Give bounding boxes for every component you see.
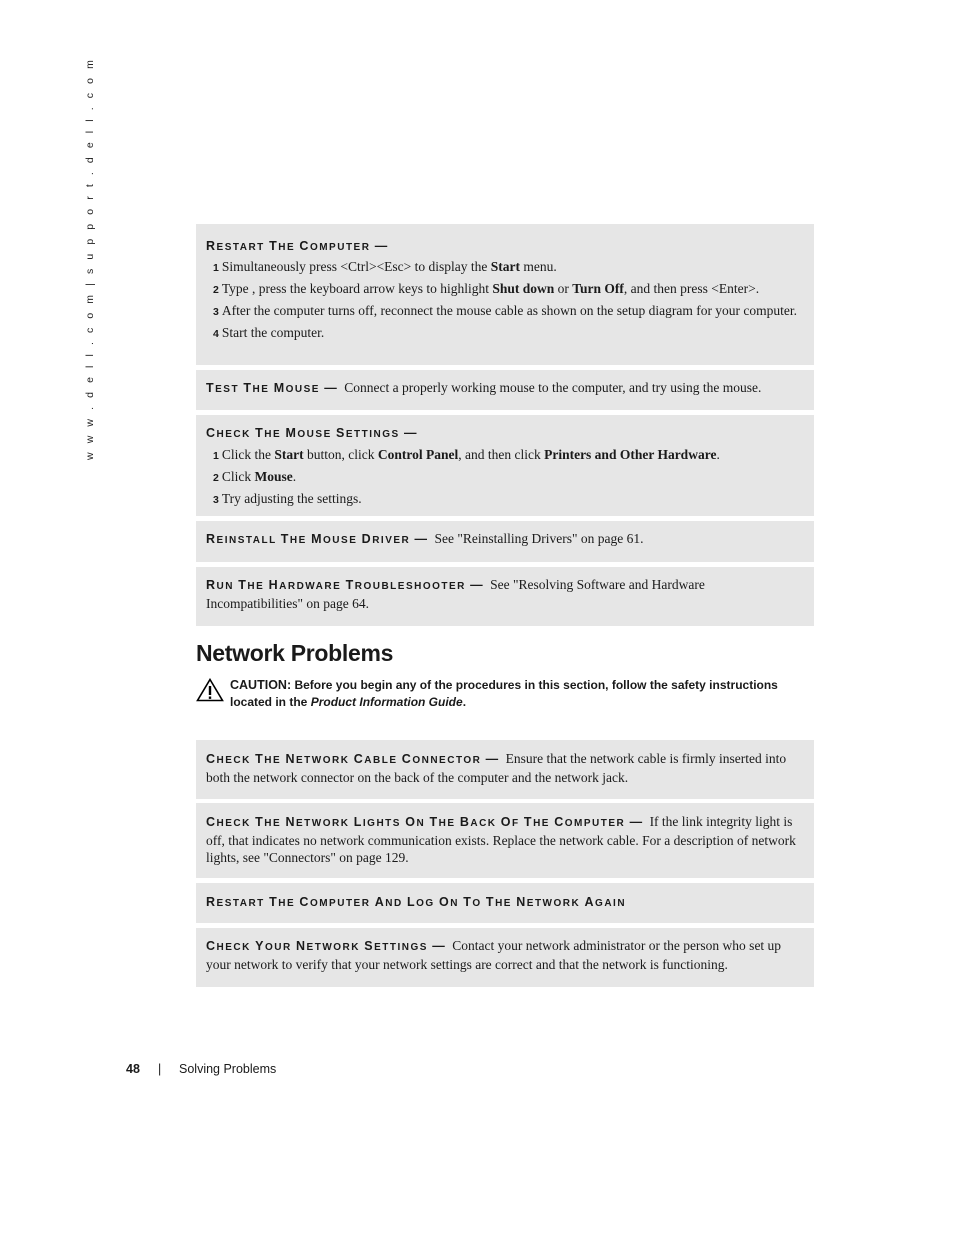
restart-computer-box bbox=[196, 224, 814, 365]
warning-icon bbox=[196, 678, 224, 702]
box-text: Contact your network administrator or the person who set up your network to verify that your network settings are correct and that the network is functioning. bbox=[206, 938, 782, 972]
box-text: If the link integrity light is off, that indicates no network communication exists. Replace the network cable. For a description of network lights, see "Connectors" on page 129. bbox=[206, 814, 796, 865]
caution-notice: CAUTION: Before you begin any of the procedures in this section, follow the safety instructions located in the Product Information Guide. bbox=[196, 677, 816, 711]
box-heading: RUN THE HARDWARE TROUBLESHOOTER — bbox=[206, 578, 485, 592]
network-cable-box bbox=[196, 740, 814, 799]
mouse-settings-box bbox=[196, 415, 814, 516]
box-heading: CHECK YOUR NETWORK SETTINGS — bbox=[206, 939, 447, 953]
page-number: 48 bbox=[126, 1062, 140, 1076]
restart-network-box bbox=[196, 883, 814, 923]
reinstall-driver-box bbox=[196, 521, 814, 562]
list-item: 3 Try adjusting the settings. bbox=[213, 491, 362, 506]
list-item: 3 After the computer turns off, reconnect the mouse cable as shown on the setup diagram for your computer. bbox=[213, 303, 798, 318]
list-item: 2 Click Mouse. bbox=[213, 469, 297, 484]
list-item: 2 Type , press the keyboard arrow keys to highlight Shut down or Turn Off, and then press <Enter>. bbox=[213, 281, 760, 296]
network-lights-box bbox=[196, 803, 814, 878]
box-text: See "Resolving Software and Hardware Incompatibilities" on page 64. bbox=[206, 577, 705, 611]
caution-label: CAUTION: bbox=[230, 678, 292, 692]
list-item: 1 Simultaneously press <Ctrl><Esc> to display the Start menu. bbox=[213, 259, 557, 274]
list-item: 1 Click the Start button, click Control Panel, and then click Printers and Other Hardware. bbox=[213, 447, 720, 462]
test-mouse-box bbox=[196, 370, 814, 410]
box-heading: RESTART THE COMPUTER AND LOG ON TO THE NETWORK AGAIN bbox=[206, 895, 627, 909]
guide-title: Product Information Guide bbox=[310, 695, 463, 709]
box-heading: CHECK THE MOUSE SETTINGS — bbox=[206, 426, 418, 440]
box-heading: RESTART THE COMPUTER — bbox=[206, 239, 389, 253]
section-title: Network Problems bbox=[196, 640, 394, 666]
hardware-troubleshooter-box bbox=[196, 567, 814, 626]
sidebar-url: w w w . d e l l . c o m | s u p p o r t . d e l l . c o m bbox=[84, 57, 96, 460]
footer-separator: | bbox=[158, 1062, 162, 1076]
box-heading: CHECK THE NETWORK LIGHTS ON THE BACK OF THE COMPUTER — bbox=[206, 815, 644, 829]
box-heading: REINSTALL THE MOUSE DRIVER — bbox=[206, 532, 429, 546]
list-item: 4 Start the computer. bbox=[213, 325, 325, 340]
footer-section: Solving Problems bbox=[179, 1062, 277, 1076]
box-text: See "Reinstalling Drivers" on page 61. bbox=[434, 531, 644, 546]
box-heading: CHECK THE NETWORK CABLE CONNECTOR — bbox=[206, 752, 500, 766]
box-text: Ensure that the network cable is firmly inserted into both the network connector on the back of the computer and the network jack. bbox=[206, 751, 787, 785]
network-settings-box bbox=[196, 928, 814, 987]
box-text: Connect a properly working mouse to the computer, and try using the mouse. bbox=[344, 380, 762, 395]
box-heading: TEST THE MOUSE — bbox=[206, 381, 339, 395]
